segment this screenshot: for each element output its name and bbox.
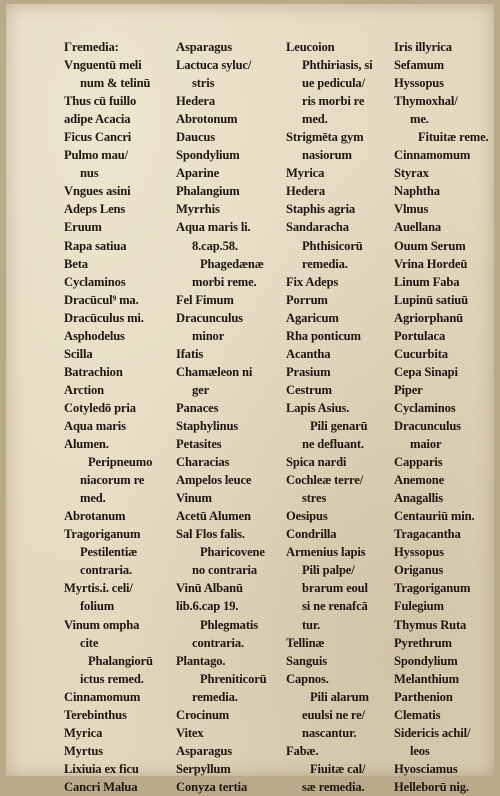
text-line: med. [80,491,106,506]
text-line: Terebinthus [64,707,127,722]
text-line: Myrtis.i. celi/ [64,581,133,596]
text-line: Pharicovene [200,545,265,560]
text-line: niacorum re [80,473,145,488]
text-line: med. [302,112,328,127]
text-line: Thus cū fuillo [64,94,137,109]
text-line: Tragoriganum [394,581,471,596]
text-line: Staphis agria [286,202,356,217]
text-line: Ampelos leuce [176,473,252,488]
text-line: contraria. [192,635,245,650]
text-line: Leucoion [286,40,335,54]
text-line: Spica nardi [286,455,347,470]
text-line: Piper [394,382,423,397]
text-line: Parthenion [394,689,453,704]
text-line: Hyssopus [394,76,444,91]
text-line: Hyosciamus [394,761,458,776]
text-line: num & telinū [80,76,151,91]
text-line: ris morbi re [302,94,365,109]
text-line: Linum Faba [394,274,460,289]
text-line: Phthiriasis, si [302,58,373,73]
text-line: sæ remedia. [302,779,365,794]
book-page [6,4,494,794]
text-line: Styrax [394,166,429,181]
text-line: Plantago. [176,653,226,668]
text-line: Hedera [176,94,215,109]
text-line: ictus remed. [80,671,144,686]
text-line: Lapis Asius. [286,400,350,415]
text-line: Fiuitæ cal/ [310,761,366,776]
text-line: Rapa satiua [64,238,127,253]
text-line: Alumen. [64,437,109,452]
text-line: Agriorphanū [394,310,464,325]
text-line: Naphtha [394,184,440,199]
text-line: Batrachion [64,364,123,379]
text-line: Acantha [286,346,331,361]
text-line: Hyssopus [394,545,444,560]
text-line: Lupinū satiuū [394,292,469,307]
text-line: Oesipus [286,509,328,524]
text-line: ger [192,382,210,397]
column-1 [64,38,168,796]
text-line: brarum eoul [302,581,368,596]
text-line: Abrotonum [176,112,238,127]
text-line: Anemone [394,473,445,488]
text-line: Myrrhis [176,202,220,217]
text-line: ue pedicula/ [302,76,365,91]
text-line: Scilla [64,346,93,361]
text-line: nus [80,166,99,181]
text-line: Phlegmatis [200,617,258,632]
text-line: Phthisicorū [302,238,363,253]
text-line: Tragacantha [394,527,461,542]
text-line: Chamæleon ni [176,364,253,379]
text-line: Capparis [394,455,443,470]
text-line: contraria. [80,563,133,578]
text-line: Helleborū nig. [394,779,469,794]
text-line: Acetū Alumen [176,509,251,524]
text-line: Pulmo mau/ [64,148,128,163]
text-line: Strigmēta gym [286,130,364,145]
text-line: Origanus [394,563,444,578]
text-line: Pili alarum [310,689,369,704]
text-line: Portulaca [394,328,446,343]
text-line: Myrtus [64,743,103,758]
text-line: Iris illyrica [394,40,452,54]
text-line: Thymoxhal/ [394,94,458,109]
text-line: Fel Fimum [176,292,234,307]
column-4 [394,38,494,796]
text-line: Aparine [176,166,220,181]
column-3 [286,38,392,796]
text-line: Ficus Cancri [64,130,132,145]
text-line: Sidericis achil/ [394,725,471,740]
text-line: cite [80,635,99,650]
text-line: Pyrethrum [394,635,452,650]
text-line: Condrilla [286,527,337,542]
text-line: stres [302,491,327,506]
text-line: Beta [64,256,88,271]
text-line: me. [410,112,429,127]
text-line: Conyza tertia [176,779,248,794]
text-line: Cepa Sinapi [394,364,458,379]
text-line: Serpyllum [176,761,231,776]
text-line: Phalangium [176,184,240,199]
text-line: Tragoriganum [64,527,141,542]
text-line: Dracunculus [394,418,461,433]
text-line: Sefamum [394,58,445,73]
text-line: Asphodelus [64,328,125,343]
text-line: Hedera [286,184,325,199]
text-line: Myrica [64,725,103,740]
text-line: Centauriū min. [394,509,475,524]
text-line: morbi reme. [192,274,257,289]
text-line: Staphylinus [176,418,239,433]
text-line: Rha ponticum [286,328,361,343]
text-line: tur. [302,617,321,632]
text-line: Sandaracha [286,220,349,235]
text-line: adipe Acacia [64,112,131,127]
text-line: 8.cap.58. [192,238,238,253]
text-line: maior [410,437,442,452]
text-line: Sanguis [286,653,327,668]
text-line: ne defluant. [302,437,364,452]
text-line: Adeps Lens [64,202,126,217]
text-line: folium [80,599,115,614]
text-line: Cestrum [286,382,332,397]
text-line: Abrotanum [64,509,126,524]
text-line: Γremedia: [64,40,119,54]
text-line: no contraria [192,563,258,578]
text-line: nascantur. [302,725,357,740]
text-line: Fabæ. [286,743,319,758]
text-line: Panaces [176,400,219,415]
text-line: Ouum Serum [394,238,466,253]
text-line: Cochleæ terre/ [286,473,364,488]
text-line: Phalangiorū [88,653,153,668]
text-line: Pili genarū [310,418,368,433]
text-line: Dracūculus mi. [64,310,144,325]
text-line: Melanthium [394,671,459,686]
text-line: Spondylium [394,653,458,668]
text-line: Anagallis [394,491,444,506]
text-line: Eruum [64,220,102,235]
text-line: Dracunculus [176,310,243,325]
text-line: Petasites [176,437,222,452]
text-line: Vrina Hordeū [394,256,468,271]
text-line: Vitex [176,725,204,740]
column-2 [176,38,282,796]
text-line: Daucus [176,130,215,145]
text-line: Thymus Ruta [394,617,467,632]
text-line: Dracūcul⁹ ma. [64,292,139,307]
text-line: remedia. [192,689,238,704]
text-line: Vinum ompha [64,617,140,632]
text-line: Peripneumo [88,455,153,470]
text-line: Cyclaminos [64,274,126,289]
text-line: Auellana [394,220,442,235]
text-line: Cinnamomum [64,689,141,704]
text-line: leos [410,743,430,758]
text-line: Arction [64,382,104,397]
text-line: Tellinæ [286,635,325,650]
text-line: Porrum [286,292,328,307]
text-line: Vngues asini [64,184,131,199]
text-line: Pili palpe/ [302,563,355,578]
text-line: Cucurbita [394,346,448,361]
text-line: Fituitæ reme. [418,130,489,145]
text-line: si ne renafcā [302,599,368,614]
text-line: Prasium [286,364,331,379]
text-line: euulsi ne re/ [302,707,365,722]
text-line: Ifatis [176,346,204,361]
text-line: Vnguentū meli [64,58,142,73]
text-line: lib.6.cap 19. [176,599,239,614]
text-line: stris [192,76,215,91]
text-line: Fulegium [394,599,444,614]
text-line: Vinū Albanū [176,581,243,596]
text-line: Aqua maris li. [176,220,251,235]
text-line: Lactuca syluc/ [176,58,252,73]
text-line: Spondylium [176,148,240,163]
text-line: Cotyledō pria [64,400,136,415]
text-line: Vlmus [394,202,429,217]
text-line: Aqua maris [64,418,126,433]
text-line: Cinnamomum [394,148,471,163]
text-line: Armenius lapis [286,545,366,560]
text-line: nasiorum [302,148,352,163]
text-line: Phreniticorū [200,671,267,686]
text-line: Myrica [286,166,325,181]
text-line: minor [192,328,225,343]
text-line: remedia. [302,256,348,271]
text-line: Vinum [176,491,212,506]
text-line: Sal Flos falis. [176,527,245,542]
text-line: Clematis [394,707,441,722]
text-line: Asparagus [176,743,233,758]
text-line: Crocinum [176,707,230,722]
text-line: Cancri Malua [64,779,138,794]
text-line: Fix Adeps [286,274,339,289]
text-line: Asparagus [176,40,233,54]
text-line: Agaricum [286,310,339,325]
text-line: Capnos. [286,671,329,686]
text-line: Lixiuia ex ficu [64,761,139,776]
text-line: Cyclaminos [394,400,456,415]
text-line: Pestilentiæ [80,545,138,560]
text-line: Characias [176,455,230,470]
text-line: Phagedænæ [200,256,264,271]
